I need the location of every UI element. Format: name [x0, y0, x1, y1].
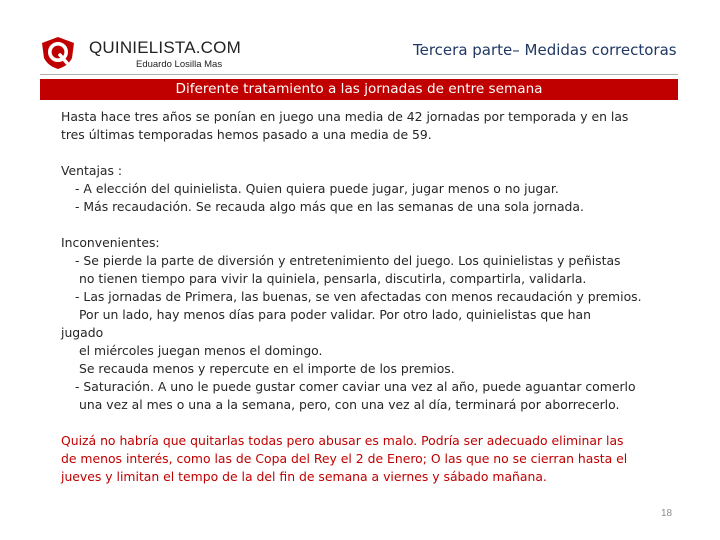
inconveniente-line: - Saturación. A uno le puede gustar comer caviar una vez al año, puede aguantar comerlo [75, 379, 636, 394]
inconveniente-line: - Las jornadas de Primera, las buenas, se ven afectadas con menos recaudación y premios. [75, 289, 642, 304]
inconveniente-line: - Se pierde la parte de diversión y entretenimiento del juego. Los quinielistas y peñistas [75, 253, 621, 268]
ventajas-heading: Ventajas : [61, 163, 123, 178]
conclusion-line: Quizá no habría que quitarlas todas pero abusar es malo. Podría ser adecuado eliminar las [61, 433, 624, 448]
section-banner: Diferente tratamiento a las jornadas de entre semana [40, 79, 678, 100]
inconveniente-line: una vez al mes o una a la semana, pero, con una vez al día, terminará por aborrecerlo. [79, 397, 620, 412]
inconveniente-line: el miércoles juegan menos el domingo. [79, 343, 323, 358]
quinielista-logo-icon [40, 36, 76, 70]
intro-line: Hasta hace tres años se ponían en juego una media de 42 jornadas por temporada y en las [61, 109, 629, 124]
page-number: 18 [661, 508, 673, 519]
conclusion-line: de menos interés, como las de Copa del Rey el 2 de Enero; O las que no se cierran hasta el [61, 451, 628, 466]
ventaja-item: - A elección del quinielista. Quien quiera puede jugar, jugar menos o no jugar. [75, 181, 559, 196]
inconveniente-line: no tienen tiempo para vivir la quiniela, pensarla, discutirla, compartirla, validarla. [79, 271, 587, 286]
author-name: Eduardo Losilla Mas [136, 59, 223, 70]
intro-line: tres últimas temporadas hemos pasado a una media de 59. [61, 127, 432, 142]
conclusion-line: jueves y limitan el tempo de la del fin de semana a viernes y sábado mañana. [61, 469, 547, 484]
inconveniente-line: jugado [61, 325, 104, 340]
inconveniente-line: Por un lado, hay menos días para poder validar. Por otro lado, quinielistas que han [79, 307, 591, 322]
slide-body [61, 108, 671, 486]
title-divider [40, 74, 678, 75]
slide-title: Tercera parte– Medidas correctoras [413, 41, 677, 59]
inconveniente-line: Se recauda menos y repercute en el importe de los premios. [79, 361, 455, 376]
brand-name: QUINIELISTA.COM [89, 38, 241, 57]
inconvenientes-heading: Inconvenientes: [61, 235, 160, 250]
ventaja-item: - Más recaudación. Se recauda algo más que en las semanas de una sola jornada. [75, 199, 584, 214]
